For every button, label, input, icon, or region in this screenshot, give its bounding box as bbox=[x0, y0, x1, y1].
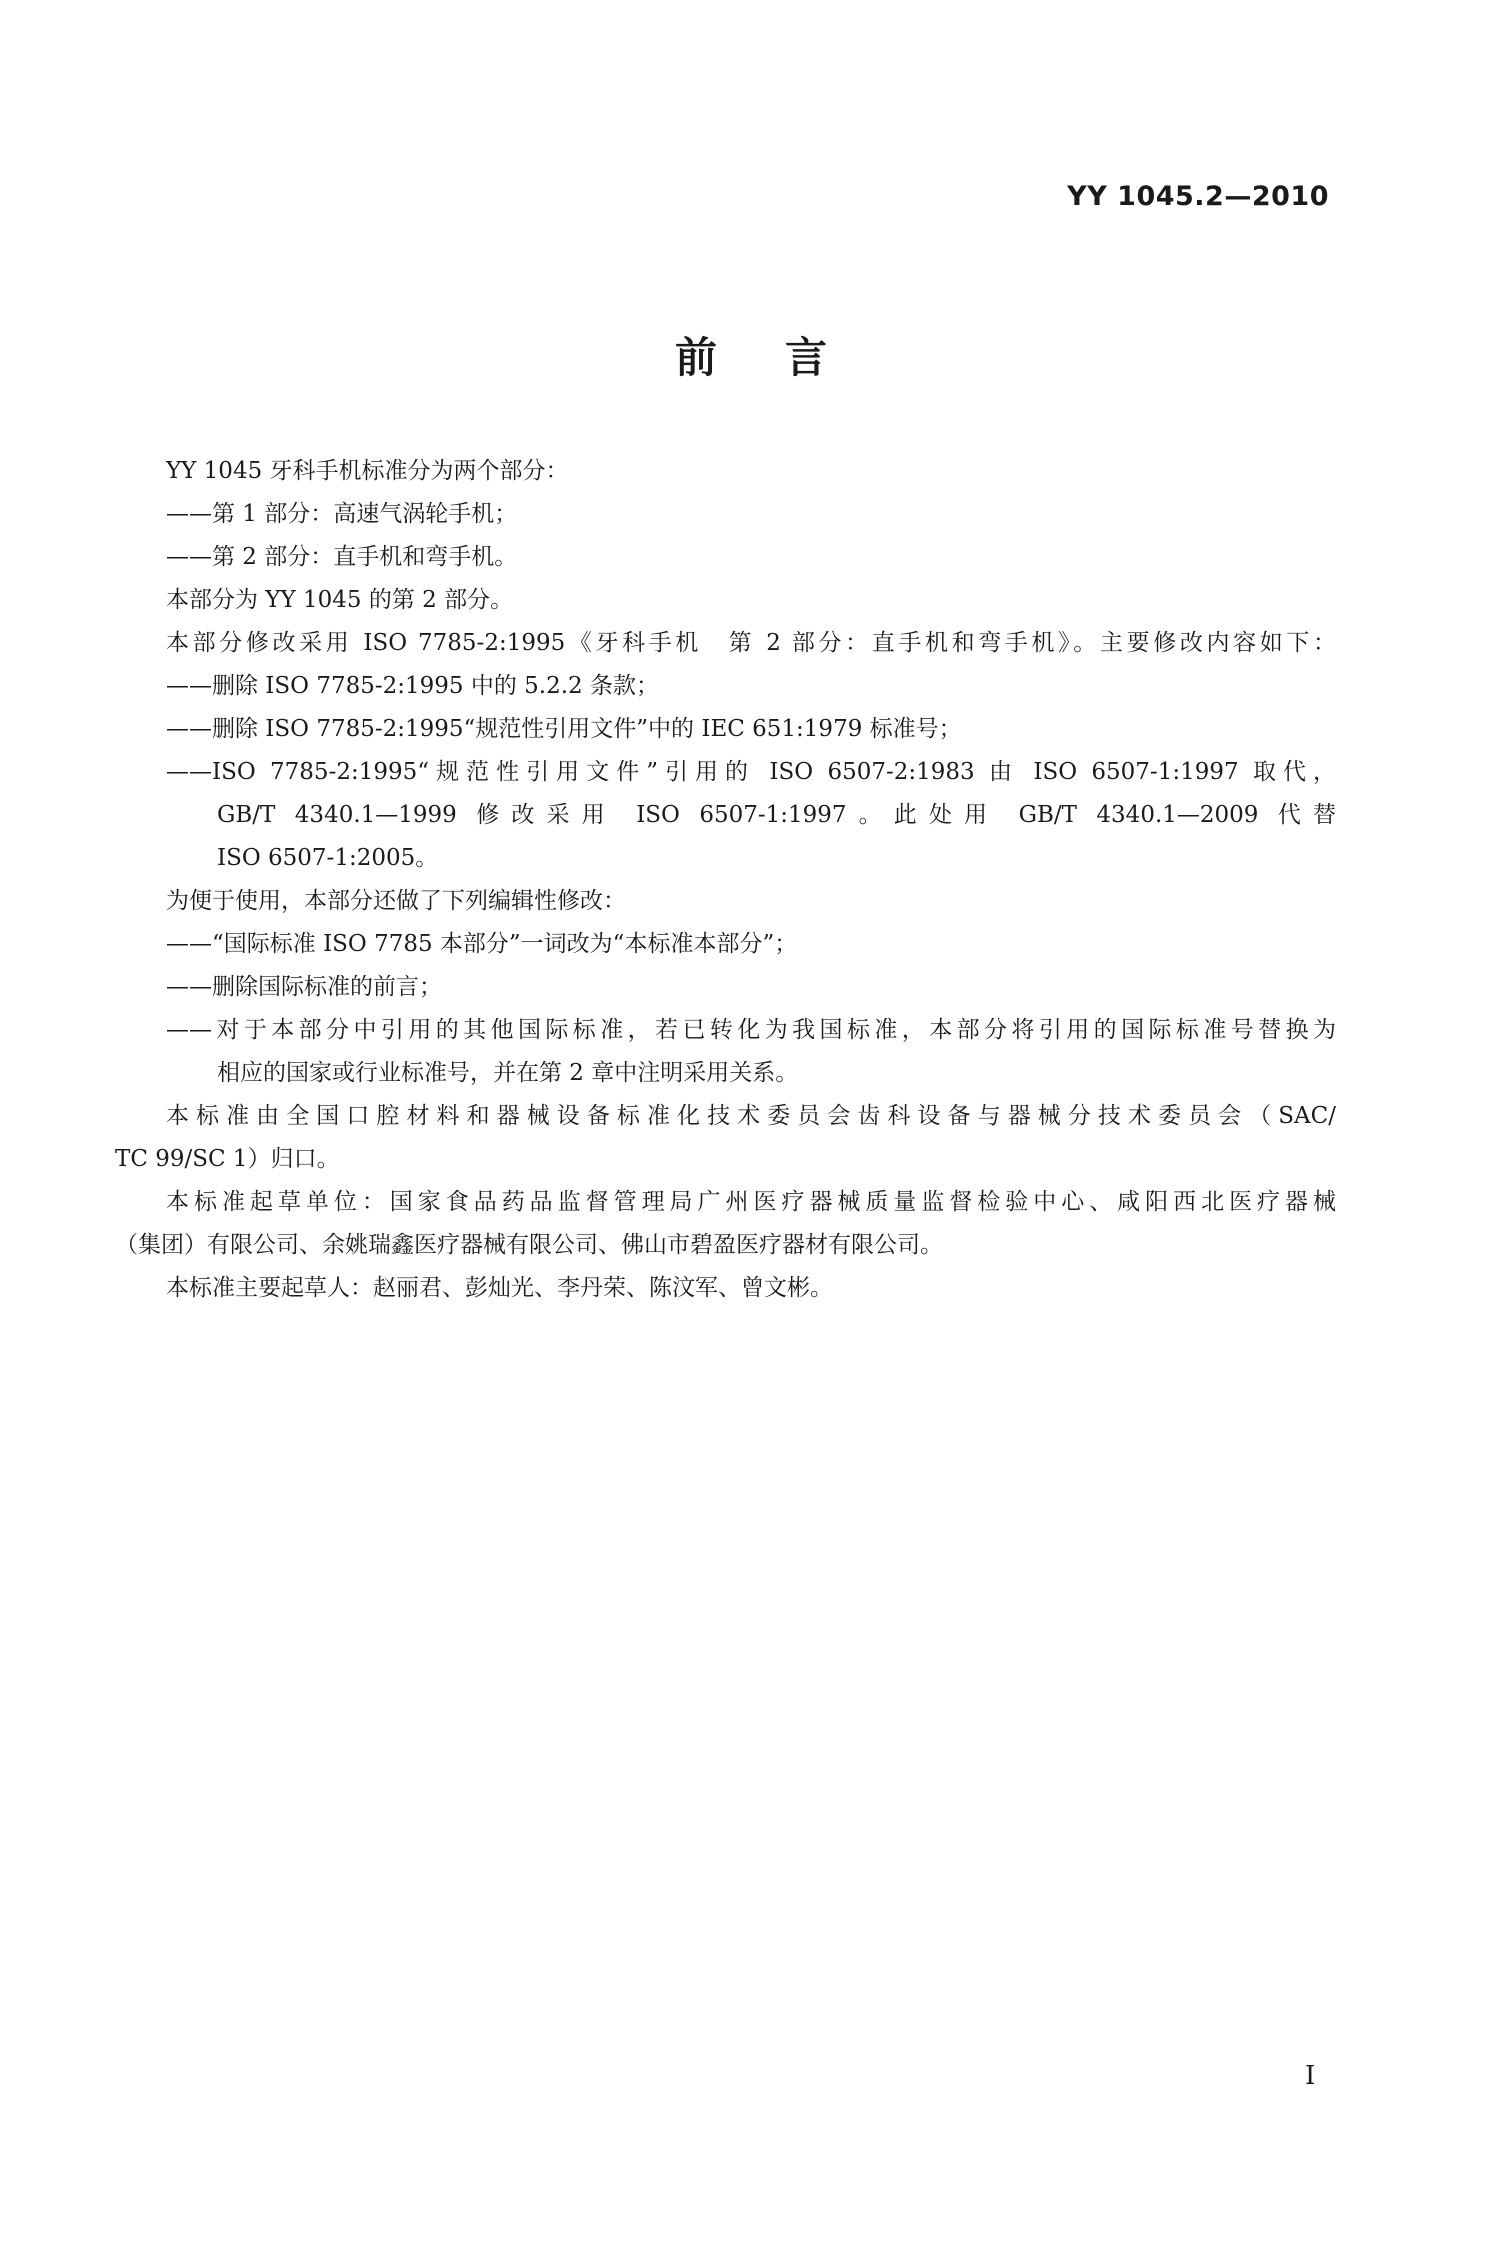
list-item: ——对于本部分中引用的其他国际标准，若已转化为我国标准，本部分将引用的国际标准号替换为 bbox=[166, 1017, 1336, 1043]
paragraph-line: YY 1045 牙科手机标准分为两个部分： bbox=[166, 458, 569, 484]
paragraph-line: 本部分为 YY 1045 的第 2 部分。 bbox=[166, 587, 514, 613]
list-item: ——第 1 部分：高速气涡轮手机； bbox=[166, 501, 518, 527]
list-item: ——删除国际标准的前言； bbox=[166, 974, 442, 1000]
list-item: ——删除 ISO 7785-2:1995“规范性引用文件”中的 IEC 651:1979 标准号； bbox=[166, 716, 962, 742]
list-item-continuation: GB/T 4340.1—1999 修改采用 ISO 6507-1:1997。此处用 GB/T 4340.1—2009 代替 bbox=[217, 802, 1336, 828]
page-title: 前言 bbox=[674, 333, 895, 382]
page-number: I bbox=[1305, 2061, 1316, 2091]
paragraph-line: 为便于使用，本部分还做了下列编辑性修改： bbox=[166, 888, 626, 914]
list-item: ——“国际标准 ISO 7785 本部分”一词改为“本标准本部分”； bbox=[166, 931, 798, 957]
list-item-continuation: 相应的国家或行业标准号，并在第 2 章中注明采用关系。 bbox=[217, 1060, 799, 1086]
paragraph-line: 本标准主要起草人：赵丽君、彭灿光、李丹荣、陈汶军、曾文彬。 bbox=[166, 1275, 833, 1301]
paragraph-continuation: （集团）有限公司、余姚瑞鑫医疗器械有限公司、佛山市碧盈医疗器材有限公司。 bbox=[115, 1232, 943, 1258]
foreword-body bbox=[115, 450, 1336, 1310]
paragraph-continuation: TC 99/SC 1）归口。 bbox=[115, 1146, 340, 1172]
standard-number: YY 1045.2—2010 bbox=[1067, 181, 1329, 212]
list-item: ——第 2 部分：直手机和弯手机。 bbox=[166, 544, 518, 570]
list-item: ——ISO 7785-2:1995“规范性引用文件”引用的 ISO 6507-2:1983 由 ISO 6507-1:1997 取代， bbox=[166, 759, 1336, 785]
paragraph-line: 本部分修改采用 ISO 7785-2:1995《牙科手机 第 2 部分：直手机和弯手机》。主要修改内容如下： bbox=[166, 630, 1336, 656]
paragraph-line: 本标准起草单位：国家食品药品监督管理局广州医疗器械质量监督检验中心、咸阳西北医疗器械 bbox=[166, 1189, 1336, 1215]
paragraph-line: 本标准由全国口腔材料和器械设备标准化技术委员会齿科设备与器械分技术委员会（SAC/ bbox=[166, 1103, 1336, 1129]
list-item-continuation: ISO 6507-1:2005。 bbox=[217, 845, 439, 871]
list-item: ——删除 ISO 7785-2:1995 中的 5.2.2 条款； bbox=[166, 673, 659, 699]
